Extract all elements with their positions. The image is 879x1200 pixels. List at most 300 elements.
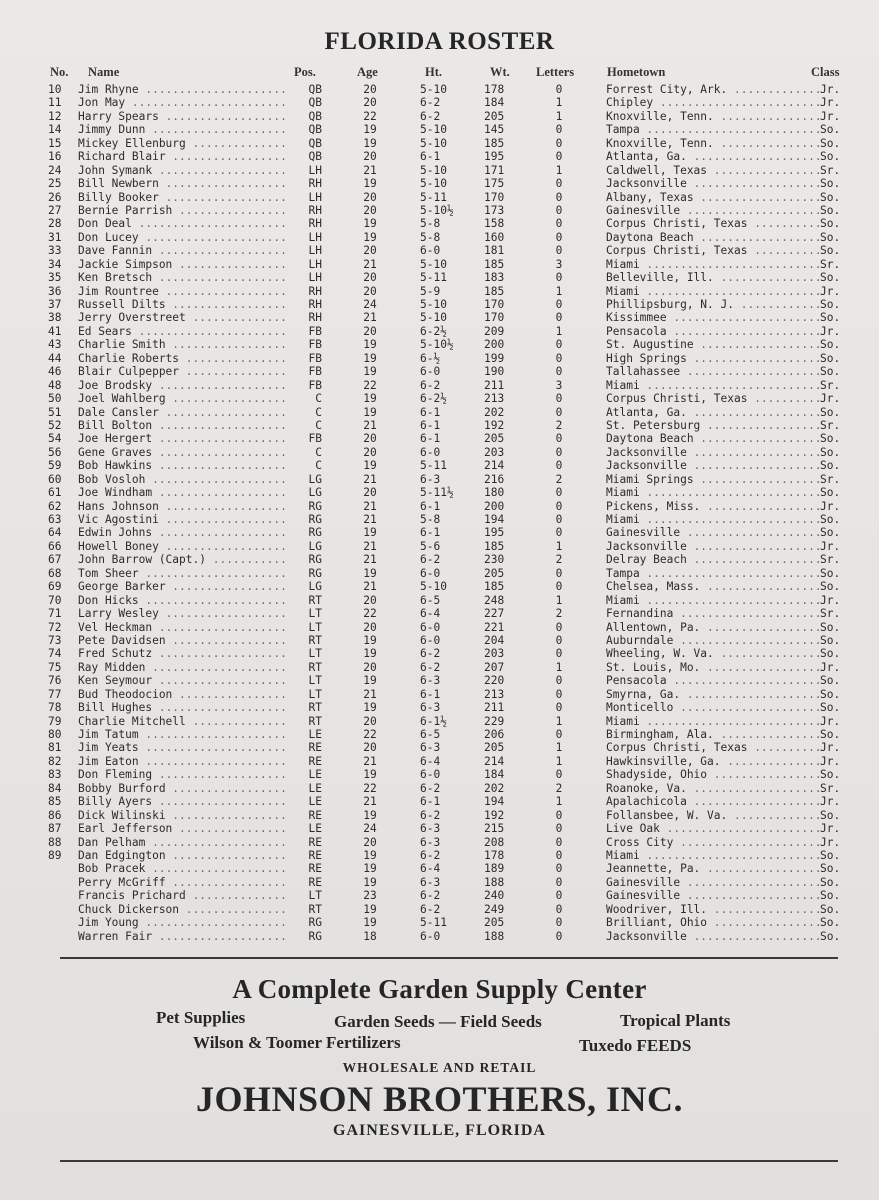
player-position: RT <box>308 633 322 647</box>
player-number: 12 <box>48 109 62 123</box>
player-position: RH <box>308 177 322 191</box>
player-hometown: Miami ..... <box>606 258 824 271</box>
player-letters: 1 <box>555 163 563 177</box>
player-age: 21 <box>363 472 377 486</box>
player-position: RT <box>308 714 322 728</box>
player-number: 84 <box>48 781 62 795</box>
player-position: LT <box>308 607 322 621</box>
player-weight: 227 <box>484 607 505 621</box>
player-name: Joe Windham ..... <box>78 486 288 499</box>
table-row <box>0 486 879 499</box>
table-row <box>0 741 879 754</box>
player-class: So. <box>820 902 841 916</box>
player-hometown: Miami ..... <box>606 715 824 728</box>
player-hometown: Daytona Beach ..... <box>606 231 824 244</box>
player-name: Bob Hawkins ..... <box>78 459 288 472</box>
player-age: 21 <box>363 513 377 526</box>
table-row <box>0 526 879 539</box>
player-age: 22 <box>363 607 377 621</box>
player-letters: 0 <box>555 526 563 540</box>
player-height: 6-4 <box>420 754 441 768</box>
table-row <box>0 567 879 580</box>
player-letters: 1 <box>555 754 563 768</box>
player-letters: 0 <box>555 822 563 836</box>
player-class: Jr. <box>820 741 841 755</box>
player-weight: 195 <box>484 526 505 540</box>
header-wt: Wt. <box>490 65 510 79</box>
player-name: Joe Brodsky ..... <box>78 379 288 392</box>
player-weight: 209 <box>484 324 505 338</box>
player-number: 69 <box>48 580 62 594</box>
player-weight: 248 <box>484 593 505 607</box>
player-number: 89 <box>48 848 62 862</box>
player-letters: 0 <box>555 83 563 96</box>
table-row <box>0 164 879 177</box>
player-weight: 220 <box>484 674 505 688</box>
player-age: 22 <box>363 378 377 392</box>
player-age: 20 <box>363 203 377 217</box>
player-height: 6-1 <box>420 499 441 513</box>
player-number: 38 <box>48 311 62 325</box>
player-position: FB <box>308 324 322 338</box>
player-letters: 0 <box>555 136 563 150</box>
player-name: Ken Bretsch ..... <box>78 271 288 284</box>
player-name: Russell Dilts ..... <box>78 298 288 311</box>
player-name: Joel Wahlberg ..... <box>78 392 288 405</box>
player-height: 5-10½ <box>420 203 454 217</box>
player-name: Charlie Roberts ..... <box>78 352 288 365</box>
player-age: 21 <box>363 499 377 513</box>
player-class: So. <box>820 217 841 231</box>
player-hometown: Knoxville, Tenn. ..... <box>606 137 824 150</box>
table-row <box>0 365 879 378</box>
player-class: So. <box>820 311 841 325</box>
player-class: So. <box>820 203 841 217</box>
player-position: C <box>315 418 322 432</box>
player-letters: 0 <box>555 338 563 352</box>
player-class: So. <box>820 580 841 594</box>
player-letters: 0 <box>555 647 563 661</box>
player-number: 43 <box>48 338 62 352</box>
player-position: RG <box>308 929 322 943</box>
player-hometown: Apalachicola ..... <box>606 795 824 808</box>
player-age: 19 <box>363 177 377 191</box>
player-position: LH <box>308 190 322 204</box>
player-height: 6-3 <box>420 472 441 486</box>
player-weight: 206 <box>484 728 505 741</box>
player-age: 20 <box>363 190 377 204</box>
player-weight: 185 <box>484 136 505 150</box>
player-class: So. <box>820 432 841 446</box>
player-age: 19 <box>363 701 377 715</box>
table-row <box>0 755 879 768</box>
player-letters: 0 <box>555 701 563 715</box>
player-letters: 0 <box>555 902 563 916</box>
player-weight: 229 <box>484 714 505 728</box>
player-weight: 221 <box>484 620 505 634</box>
player-age: 20 <box>363 741 377 755</box>
player-letters: 0 <box>555 499 563 513</box>
player-hometown: Jacksonville ..... <box>606 459 824 472</box>
player-position: RG <box>308 513 322 526</box>
player-weight: 192 <box>484 418 505 432</box>
player-age: 22 <box>363 728 377 741</box>
player-name: Don Deal ..... <box>78 217 288 230</box>
player-name: Dan Edgington ..... <box>78 849 288 862</box>
player-height: 5-10 <box>420 298 447 311</box>
table-row <box>0 392 879 405</box>
player-number: 37 <box>48 298 62 311</box>
player-letters: 0 <box>555 271 563 285</box>
player-hometown: Gainesville ..... <box>606 889 824 902</box>
divider-bottom <box>60 1160 838 1162</box>
player-hometown: Jacksonville ..... <box>606 540 824 553</box>
player-age: 19 <box>363 392 377 406</box>
player-class: So. <box>820 136 841 150</box>
player-class: So. <box>820 768 841 782</box>
player-age: 19 <box>363 123 377 137</box>
player-weight: 185 <box>484 284 505 298</box>
player-weight: 188 <box>484 875 505 889</box>
player-height: 6-3 <box>420 741 441 755</box>
player-weight: 194 <box>484 513 505 526</box>
player-hometown: Albany, Texas ..... <box>606 191 824 204</box>
player-class: Jr. <box>820 284 841 298</box>
player-number: 71 <box>48 607 62 621</box>
player-hometown: Forrest City, Ark. ..... <box>606 83 824 96</box>
table-row <box>0 715 879 728</box>
player-class: Sr. <box>820 257 841 271</box>
player-hometown: Belleville, Ill. ..... <box>606 271 824 284</box>
player-position: LH <box>308 257 322 271</box>
player-name: Jon May ..... <box>78 96 288 109</box>
table-row <box>0 634 879 647</box>
player-weight: 213 <box>484 392 505 406</box>
player-letters: 0 <box>555 862 563 876</box>
player-number: 77 <box>48 687 62 701</box>
player-weight: 171 <box>484 163 505 177</box>
player-class: Sr. <box>820 553 841 567</box>
player-position: RG <box>308 499 322 513</box>
player-age: 19 <box>363 566 377 580</box>
player-weight: 211 <box>484 701 505 715</box>
player-height: 6-1½ <box>420 714 447 728</box>
player-class: So. <box>820 298 841 311</box>
player-height: 6-1 <box>420 795 441 809</box>
player-letters: 1 <box>555 741 563 755</box>
player-height: 6-3 <box>420 835 441 849</box>
player-hometown: Jeannette, Pa. ..... <box>606 862 824 875</box>
player-name: Warren Fair ..... <box>78 930 288 943</box>
player-letters: 0 <box>555 190 563 204</box>
player-class: Sr. <box>820 378 841 392</box>
player-hometown: Chipley ..... <box>606 96 824 109</box>
player-number: 33 <box>48 244 62 258</box>
player-age: 19 <box>363 633 377 647</box>
player-name: Joe Hergert ..... <box>78 432 288 445</box>
player-hometown: Caldwell, Texas ..... <box>606 164 824 177</box>
player-number: 50 <box>48 392 62 406</box>
player-height: 6-2 <box>420 378 441 392</box>
player-letters: 0 <box>555 392 563 406</box>
player-height: 6-3 <box>420 875 441 889</box>
table-row <box>0 500 879 513</box>
header-pos: Pos. <box>294 65 316 79</box>
player-number: 15 <box>48 136 62 150</box>
player-position: RT <box>308 902 322 916</box>
player-weight: 173 <box>484 203 505 217</box>
player-height: 6-2½ <box>420 324 447 338</box>
player-age: 20 <box>363 324 377 338</box>
player-class: So. <box>820 513 841 526</box>
player-height: 5-10½ <box>420 338 454 352</box>
player-height: 6-0 <box>420 768 441 782</box>
player-class: So. <box>820 486 841 500</box>
table-row <box>0 930 879 943</box>
player-name: Bill Newbern ..... <box>78 177 288 190</box>
player-number: 87 <box>48 822 62 836</box>
player-position: LE <box>308 795 322 809</box>
player-hometown: Monticello ..... <box>606 701 824 714</box>
player-number: 31 <box>48 230 62 244</box>
player-position: FB <box>308 365 322 379</box>
player-height: 6-5 <box>420 728 441 741</box>
table-row <box>0 352 879 365</box>
ad-seeds: Garden Seeds — Field Seeds <box>334 1012 542 1031</box>
player-class: So. <box>820 687 841 701</box>
player-letters: 0 <box>555 230 563 244</box>
player-number: 85 <box>48 795 62 809</box>
player-weight: 158 <box>484 217 505 231</box>
player-weight: 205 <box>484 916 505 930</box>
player-height: 5-10 <box>420 123 447 137</box>
player-number: 26 <box>48 190 62 204</box>
player-age: 19 <box>363 848 377 862</box>
player-hometown: Corpus Christi, Texas ..... <box>606 741 824 754</box>
player-age: 19 <box>363 136 377 150</box>
player-position: C <box>315 459 322 473</box>
player-height: 5-10 <box>420 83 447 96</box>
player-height: 6-1 <box>420 432 441 446</box>
player-name: Vic Agostini ..... <box>78 513 288 526</box>
player-hometown: Gainesville ..... <box>606 204 824 217</box>
player-number: 70 <box>48 593 62 607</box>
player-age: 21 <box>363 553 377 567</box>
player-class: Jr. <box>820 822 841 836</box>
player-age: 20 <box>363 660 377 674</box>
player-letters: 2 <box>555 781 563 795</box>
player-weight: 180 <box>484 486 505 500</box>
player-number: 56 <box>48 445 62 459</box>
player-number: 81 <box>48 741 62 755</box>
player-position: RE <box>308 848 322 862</box>
player-number: 24 <box>48 163 62 177</box>
ad-city: GAINESVILLE, FLORIDA <box>333 1122 546 1139</box>
table-row <box>0 849 879 862</box>
player-hometown: Corpus Christi, Texas ..... <box>606 244 824 257</box>
player-hometown: High Springs ..... <box>606 352 824 365</box>
table-row <box>0 325 879 338</box>
player-number: 41 <box>48 324 62 338</box>
table-row <box>0 836 879 849</box>
player-height: 5-8 <box>420 217 441 231</box>
table-row <box>0 177 879 190</box>
player-age: 20 <box>363 284 377 298</box>
player-age: 21 <box>363 754 377 768</box>
player-name: Don Lucey ..... <box>78 231 288 244</box>
player-letters: 2 <box>555 607 563 621</box>
player-hometown: Tampa ..... <box>606 123 824 136</box>
player-class: So. <box>820 459 841 473</box>
table-row <box>0 795 879 808</box>
player-hometown: Miami Springs ..... <box>606 473 824 486</box>
player-class: So. <box>820 365 841 379</box>
player-weight: 181 <box>484 244 505 258</box>
table-row <box>0 916 879 929</box>
player-height: 6-0 <box>420 620 441 634</box>
table-row <box>0 473 879 486</box>
player-position: C <box>315 445 322 459</box>
player-age: 21 <box>363 580 377 594</box>
player-age: 21 <box>363 539 377 553</box>
player-position: LG <box>308 486 322 500</box>
player-class: So. <box>820 929 841 943</box>
player-hometown: Roanoke, Va. ..... <box>606 782 824 795</box>
player-position: LT <box>308 647 322 661</box>
player-hometown: Smyrna, Ga. ..... <box>606 688 824 701</box>
player-height: 6-0 <box>420 566 441 580</box>
player-height: 6-2 <box>420 647 441 661</box>
player-age: 19 <box>363 338 377 352</box>
player-age: 19 <box>363 365 377 379</box>
player-height: 6-1 <box>420 150 441 164</box>
player-position: RH <box>308 217 322 231</box>
player-position: LH <box>308 163 322 177</box>
player-weight: 160 <box>484 230 505 244</box>
player-class: So. <box>820 150 841 164</box>
player-weight: 205 <box>484 566 505 580</box>
player-name: Dan Pelham ..... <box>78 836 288 849</box>
player-weight: 185 <box>484 580 505 594</box>
player-position: RT <box>308 701 322 715</box>
table-row <box>0 674 879 687</box>
header-class: Class <box>811 65 840 79</box>
player-position: RT <box>308 593 322 607</box>
player-hometown: Knoxville, Tenn. ..... <box>606 110 824 123</box>
player-hometown: Birmingham, Ala. ..... <box>606 728 824 741</box>
player-class: Jr. <box>820 392 841 406</box>
player-letters: 0 <box>555 217 563 231</box>
player-position: RG <box>308 916 322 930</box>
player-age: 19 <box>363 459 377 473</box>
player-class: So. <box>820 526 841 540</box>
player-position: C <box>315 405 322 419</box>
player-position: LT <box>308 674 322 688</box>
player-hometown: Atlanta, Ga. ..... <box>606 406 824 419</box>
player-age: 19 <box>363 351 377 365</box>
player-age: 20 <box>363 445 377 459</box>
player-weight: 204 <box>484 633 505 647</box>
ad-pet-supplies: Pet Supplies <box>156 1008 246 1027</box>
player-name: Mickey Ellenburg ..... <box>78 137 288 150</box>
player-age: 21 <box>363 257 377 271</box>
player-age: 20 <box>363 150 377 164</box>
table-row <box>0 83 879 96</box>
player-hometown: Kissimmee ..... <box>606 311 824 324</box>
player-position: RG <box>308 566 322 580</box>
player-height: 6-½ <box>420 351 441 365</box>
player-height: 6-2 <box>420 660 441 674</box>
player-name: Bud Theodocion ..... <box>78 688 288 701</box>
player-height: 5-6 <box>420 539 441 553</box>
player-height: 5-8 <box>420 513 441 526</box>
table-row <box>0 137 879 150</box>
player-hometown: Jacksonville ..... <box>606 930 824 943</box>
player-height: 6-1 <box>420 405 441 419</box>
player-position: FB <box>308 432 322 446</box>
player-name: Charlie Mitchell ..... <box>78 715 288 728</box>
player-name: Jackie Simpson ..... <box>78 258 288 271</box>
player-position: QB <box>308 150 322 164</box>
player-height: 6-2 <box>420 96 441 110</box>
player-name: Howell Boney ..... <box>78 540 288 553</box>
player-letters: 0 <box>555 405 563 419</box>
table-row <box>0 419 879 432</box>
player-class: So. <box>820 862 841 876</box>
player-name: Jim Eaton ..... <box>78 755 288 768</box>
player-class: So. <box>820 701 841 715</box>
player-age: 21 <box>363 311 377 325</box>
player-hometown: Follansbee, W. Va. ..... <box>606 809 824 822</box>
player-weight: 145 <box>484 123 505 137</box>
player-name: Bill Bolton ..... <box>78 419 288 432</box>
player-name: Dick Wilinski ..... <box>78 809 288 822</box>
player-name: Bobby Burford ..... <box>78 782 288 795</box>
player-position: LT <box>308 687 322 701</box>
player-letters: 1 <box>555 714 563 728</box>
player-class: So. <box>820 123 841 137</box>
player-name: Tom Sheer ..... <box>78 567 288 580</box>
player-height: 6-2 <box>420 109 441 123</box>
player-hometown: St. Petersburg ..... <box>606 419 824 432</box>
table-row <box>0 204 879 217</box>
player-hometown: Miami ..... <box>606 513 824 526</box>
player-letters: 0 <box>555 566 563 580</box>
player-position: RE <box>308 808 322 822</box>
player-name: John Barrow (Capt.) ..... <box>78 553 288 566</box>
player-class: Sr. <box>820 163 841 177</box>
player-number: 61 <box>48 486 62 500</box>
player-number: 52 <box>48 418 62 432</box>
header-name: Name <box>88 65 120 79</box>
player-class: So. <box>820 566 841 580</box>
player-class: So. <box>820 620 841 634</box>
table-row <box>0 231 879 244</box>
player-letters: 0 <box>555 916 563 930</box>
player-letters: 1 <box>555 284 563 298</box>
player-class: Jr. <box>820 593 841 607</box>
player-height: 6-2 <box>420 781 441 795</box>
player-weight: 175 <box>484 177 505 191</box>
player-weight: 205 <box>484 432 505 446</box>
player-weight: 211 <box>484 378 505 392</box>
player-number: 63 <box>48 513 62 526</box>
player-number: 66 <box>48 539 62 553</box>
table-row <box>0 594 879 607</box>
table-row <box>0 432 879 445</box>
player-age: 20 <box>363 714 377 728</box>
player-hometown: Gainesville ..... <box>606 876 824 889</box>
